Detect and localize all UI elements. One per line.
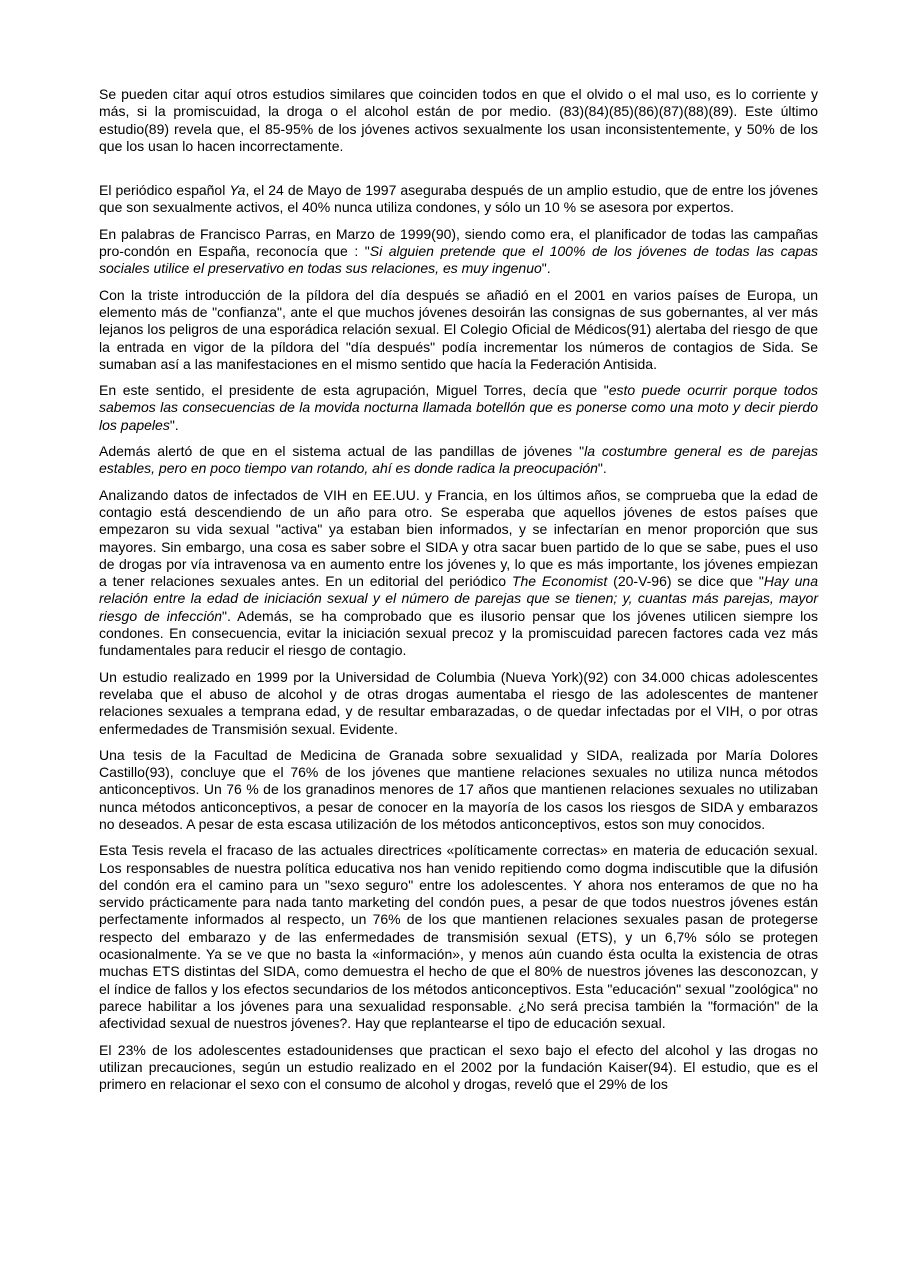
text-segment: ". (541, 260, 551, 277)
text-segment: ". (597, 460, 607, 477)
text-segment: Analizando datos de infectados de VIH en EE.UU. y Francia, en los últimos años, se comprueba que la edad de contagio está descendiendo de un año para otro. Se esperaba que aquellos jóvenes de estos países que empezaron su vida sexual "activa" ya estaban bien informados, y se infectarían en menor proporción que sus mayores. Sin embargo, una cosa es saber sobre el SIDA y otra sacar buen partido de lo que se sabe, pues el uso de drogas por vía intravenosa va en aumento entre los jóvenes y, lo que es más importante, los jóvenes empiezan a tener relaciones sexuales antes. En un editorial del periódico (99, 486, 818, 590)
text-segment: ". (169, 416, 179, 433)
paragraph-5 (99, 382, 818, 434)
paragraph-7 (99, 487, 818, 660)
paragraph-10 (99, 842, 818, 1032)
document-page (99, 86, 818, 1102)
paragraph-1 (99, 86, 818, 155)
paragraph-3 (99, 226, 818, 278)
text-segment: (20-V-96) se dice que " (607, 573, 764, 590)
italic-quote: esto puede ocurrir porque todos sabemos las consecuencias de la movida nocturna llamada botellón que es ponerse como una moto y decir pierdo los papeles (99, 382, 818, 433)
text-segment: Con la triste introducción de la píldora del día después se añadió en el 2001 en varios países de Europa, un elemento más de "confianza", ante el que muchos jóvenes desoirán las consignas de sus gobernantes, al ver más lejanos los peligros de una esporádica relación sexual. El Colegio Oficial de Médicos(91) alertaba del riesgo de que la entrada en vigor de la píldora del "día después" podía incrementar los números de contagios de Sida. Se sumaban así a las manifestaciones en el mismo sentido que hacía la Federación Antisida. (99, 286, 818, 372)
paragraph-9 (99, 747, 818, 833)
italic-quote: Hay una relación entre la edad de iniciación sexual y el número de parejas que se tienen; y, cuantas más parejas, mayor riesgo de infección (99, 573, 818, 624)
text-segment: En este sentido, el presidente de esta agrupación, Miguel Torres, decía que " (99, 382, 609, 399)
paragraph-6 (99, 443, 818, 478)
text-segment: Una tesis de la Facultad de Medicina de Granada sobre sexualidad y SIDA, realizada por María Dolores Castillo(93), concluye que el 76% de los jóvenes que mantiene relaciones sexuales no utiliza nunca métodos anticonceptivos. Un 76 % de los granadinos menores de 17 años que mantienen relaciones sexuales no utilizaban nunca métodos anticonceptivos, a pesar de conocer en la mayoría de los casos los riesgos de SIDA y embarazos no deseados. A pesar de esta escasa utilización de los métodos anticonceptivos, estos son muy conocidos. (99, 746, 818, 832)
italic-segment: Ya (229, 182, 246, 199)
paragraph-11 (99, 1042, 818, 1094)
text-segment: En palabras de Francisco Parras, en Marzo de 1999(90), siendo como era, el planificador de todas las campañas pro-condón en España, reconocía que : " (99, 225, 818, 260)
paragraph-2 (99, 182, 818, 217)
italic-segment: The Economist (511, 573, 608, 590)
text-segment: , el 24 de Mayo de 1997 aseguraba después de un amplio estudio, que de entre los jóvenes que son sexualmente activos, el 40% nunca utiliza condones, y sólo un 10 % se asesora por expertos. (99, 182, 818, 216)
italic-quote: la costumbre general es de parejas estables, pero en poco tiempo van rotando, ahí es donde radica la preocupación (99, 443, 818, 477)
italic-quote: Si alguien pretende que el 100% de los jóvenes de todas las capas sociales utilice el preservativo en todas sus relaciones, es muy ingenuo (99, 243, 819, 277)
text-segment: El periódico español (99, 182, 230, 199)
text-segment: Además alertó de que en el sistema actual de las pandillas de jóvenes " (99, 443, 585, 460)
text-segment: ". Además, se ha comprobado que es ilusorio pensar que los jóvenes utilicen siempre los condones. En consecuencia, evitar la iniciación sexual precoz y la promiscuidad parecen factores cada vez más fundamentales para reducir el riesgo de contagio. (99, 607, 818, 659)
text-segment: El 23% de los adolescentes estadounidenses que practican el sexo bajo el efecto del alcohol y las drogas no utilizan precauciones, según un estudio realizado en el 2002 por la fundación Kaiser(94). El estudio, que es el primero en relacionar el sexo con el consumo de alcohol y drogas, reveló que el 29% de los (99, 1041, 818, 1093)
text-segment: Un estudio realizado en 1999 por la Universidad de Columbia (Nueva York)(92) con 34.000 chicas adolescentes revelaba que el abuso de alcohol y de otras drogas aumentaba el riesgo de las adolescentes de mantener relaciones sexuales a temprana edad, y de resultar embarazadas, o de quedar infectadas por el VIH, o por otras enfermedades de Transmisión sexual. Evidente. (99, 668, 818, 737)
paragraph-4 (99, 287, 818, 373)
paragraph-8 (99, 669, 818, 738)
text-segment: Esta Tesis revela el fracaso de las actuales directrices «políticamente correctas» en materia de educación sexual. Los responsables de nuestra política educativa nos han venido repitiendo como dogma indiscutible que la difusión del condón era el camino para un "sexo seguro" entre los adolescentes. Y ahora nos enteramos de que no ha servido prácticamente para nada tanto marketing del condón pues, a pesar de que todos nuestros jóvenes están perfectamente informados al respecto, un 76% de los que mantienen relaciones sexuales pasan de protegerse respecto del embarazo y de las enfermedades de transmisión sexual (ETS), y un 6,7% sólo se protegen ocasionalmente. Ya se ve que no basta la «información», y menos aún cuando ésta oculta la existencia de otras muchas ETS distintas del SIDA, como demuestra el hecho de que el 80% de nuestros jóvenes las desconozcan, y el índice de fallos y los efectos secundarios de los métodos anticonceptivos. Esta "educación" sexual "zoológica" no parece habilitar a los jóvenes para una sexualidad responsable. ¿No será precisa también la "formación" de la afectividad sexual de nuestros jóvenes?. Hay que replantearse el tipo de educación sexual. (99, 842, 818, 1032)
text-segment: Se pueden citar aquí otros estudios similares que coinciden todos en que el olvido o el mal uso, es lo corriente y más, si la promiscuidad, la droga o el alcohol están de por medio. (83)(84)(85)(86)(87)(88)(89). Este último estudio(89) revela que, el 85-95% de los jóvenes activos sexualmente los usan inconsistentemente, y 50% de los que los usan lo hacen incorrectamente. (99, 86, 818, 154)
